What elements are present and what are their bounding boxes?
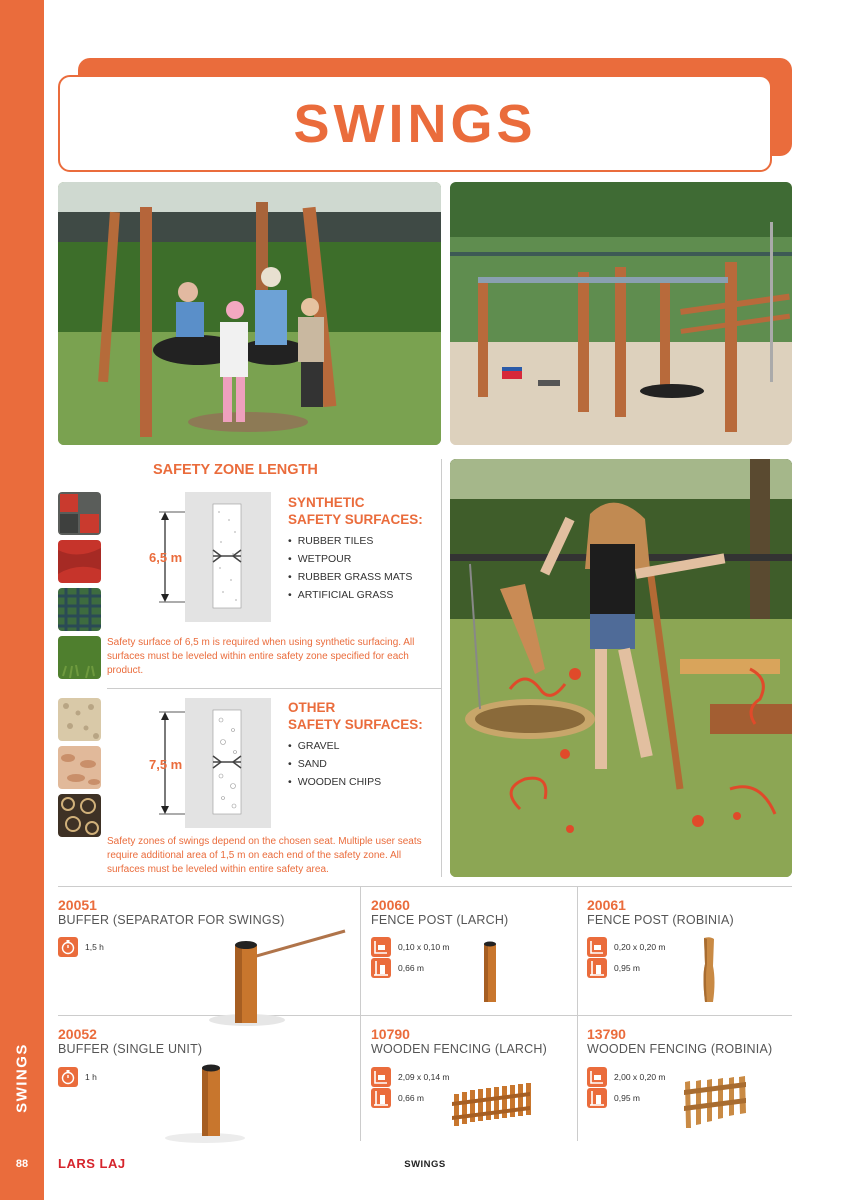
spec-value: 0,66 m	[398, 1093, 424, 1103]
product-image-wooden-fencing-robinia	[682, 1072, 748, 1130]
safety-zone-title: SAFETY ZONE LENGTH	[153, 462, 318, 478]
side-bar	[0, 0, 44, 1200]
product-name: BUFFER (SINGLE UNIT)	[58, 1042, 203, 1056]
stopwatch-icon	[58, 1067, 78, 1087]
product-code: 20052	[58, 1026, 97, 1042]
spec-value: 0,20 x 0,20 m	[614, 942, 666, 952]
product-name: WOODEN FENCING (LARCH)	[371, 1042, 547, 1056]
product-image-wooden-fencing-larch	[450, 1080, 532, 1128]
height-icon	[371, 1088, 391, 1108]
product-name: WOODEN FENCING (ROBINIA)	[587, 1042, 773, 1056]
list-item: • RUBBER TILES	[288, 532, 412, 550]
product-name: FENCE POST (LARCH)	[371, 913, 509, 927]
divider	[58, 886, 792, 887]
spec-value: 0,66 m	[398, 963, 424, 973]
product-code: 10790	[371, 1026, 410, 1042]
spec-value: 2,09 x 0,14 m	[398, 1072, 450, 1082]
product-code: 20061	[587, 897, 626, 913]
brand-logo: LARS LAJ	[58, 1156, 126, 1171]
dimensions-icon	[371, 937, 391, 957]
product-code: 13790	[587, 1026, 626, 1042]
swatch-wetpour	[58, 540, 101, 583]
product-code: 20051	[58, 897, 97, 913]
other-title-line1: OTHER	[288, 700, 336, 715]
divider	[441, 459, 442, 877]
product-name: FENCE POST (ROBINIA)	[587, 913, 734, 927]
synthetic-surfaces-list	[288, 532, 412, 604]
page-title: SWINGS	[293, 93, 537, 154]
divider	[360, 886, 361, 1141]
spec-value: 0,95 m	[614, 1093, 640, 1103]
photo-sand-swing-set	[450, 182, 792, 445]
swatch-rubber-grass-mats	[58, 588, 101, 631]
dimension-label-other: 7,5 m	[149, 757, 183, 772]
list-item: • WOODEN CHIPS	[288, 773, 381, 791]
photo-girl-nest-swing	[450, 459, 792, 877]
height-icon	[587, 1088, 607, 1108]
photo-kids-tyre-swing	[58, 182, 441, 445]
swatch-gravel	[58, 698, 101, 741]
product-name: BUFFER (SEPARATOR FOR SWINGS)	[58, 913, 285, 927]
divider	[577, 886, 578, 1141]
other-surfaces-title	[288, 699, 423, 733]
product-image-buffer-single	[160, 1060, 260, 1145]
swatch-rubber-tiles	[58, 492, 101, 535]
divider	[58, 1015, 792, 1016]
product-image-fence-post-robinia	[698, 936, 720, 1004]
list-item: • WETPOUR	[288, 550, 412, 568]
synthetic-surfaces-title	[288, 494, 423, 528]
list-item: • ARTIFICIAL GRASS	[288, 586, 412, 604]
spec-value: 0,10 x 0,10 m	[398, 942, 450, 952]
synthetic-title-line1: SYNTHETIC	[288, 495, 365, 510]
dimension-label-synthetic: 6,5 m	[149, 550, 183, 565]
product-image-buffer-separator	[205, 925, 355, 1030]
product-code: 20060	[371, 897, 410, 913]
spec-value: 2,00 x 0,20 m	[614, 1072, 666, 1082]
list-item: • GRAVEL	[288, 737, 381, 755]
spec-value: 1,5 h	[85, 942, 104, 952]
stopwatch-icon	[58, 937, 78, 957]
product-image-fence-post-larch	[478, 940, 502, 1004]
other-note: Safety zones of swings depend on the chosen seat. Multiple user seats require additional area of 1,5 m on each end of the safety zone. All surfaces must be leveled within entire safety area.	[107, 836, 422, 875]
title-banner	[58, 75, 772, 172]
swatch-sand	[58, 746, 101, 789]
height-icon	[587, 958, 607, 978]
page-footer: SWINGS	[404, 1159, 446, 1170]
other-title-line2: SAFETY SURFACES:	[288, 717, 423, 732]
synthetic-note: Safety surface of 6,5 m is required when using synthetic surfacing. All surfaces must be leveled within entire safety zone specified for each product.	[107, 637, 415, 676]
dimensions-icon	[587, 937, 607, 957]
list-item: • RUBBER GRASS MATS	[288, 568, 412, 586]
spec-value: 1 h	[85, 1072, 97, 1082]
side-section-label: SWINGS	[13, 1043, 31, 1113]
height-icon	[371, 958, 391, 978]
list-item: • SAND	[288, 755, 381, 773]
dimensions-icon	[587, 1067, 607, 1087]
dimensions-icon	[371, 1067, 391, 1087]
swatch-wooden-chips	[58, 794, 101, 837]
page-number: 88	[15, 1158, 29, 1170]
other-surfaces-list	[288, 737, 381, 791]
spec-value: 0,95 m	[614, 963, 640, 973]
divider	[107, 688, 441, 689]
synthetic-title-line2: SAFETY SURFACES:	[288, 512, 423, 527]
swatch-artificial-grass	[58, 636, 101, 679]
